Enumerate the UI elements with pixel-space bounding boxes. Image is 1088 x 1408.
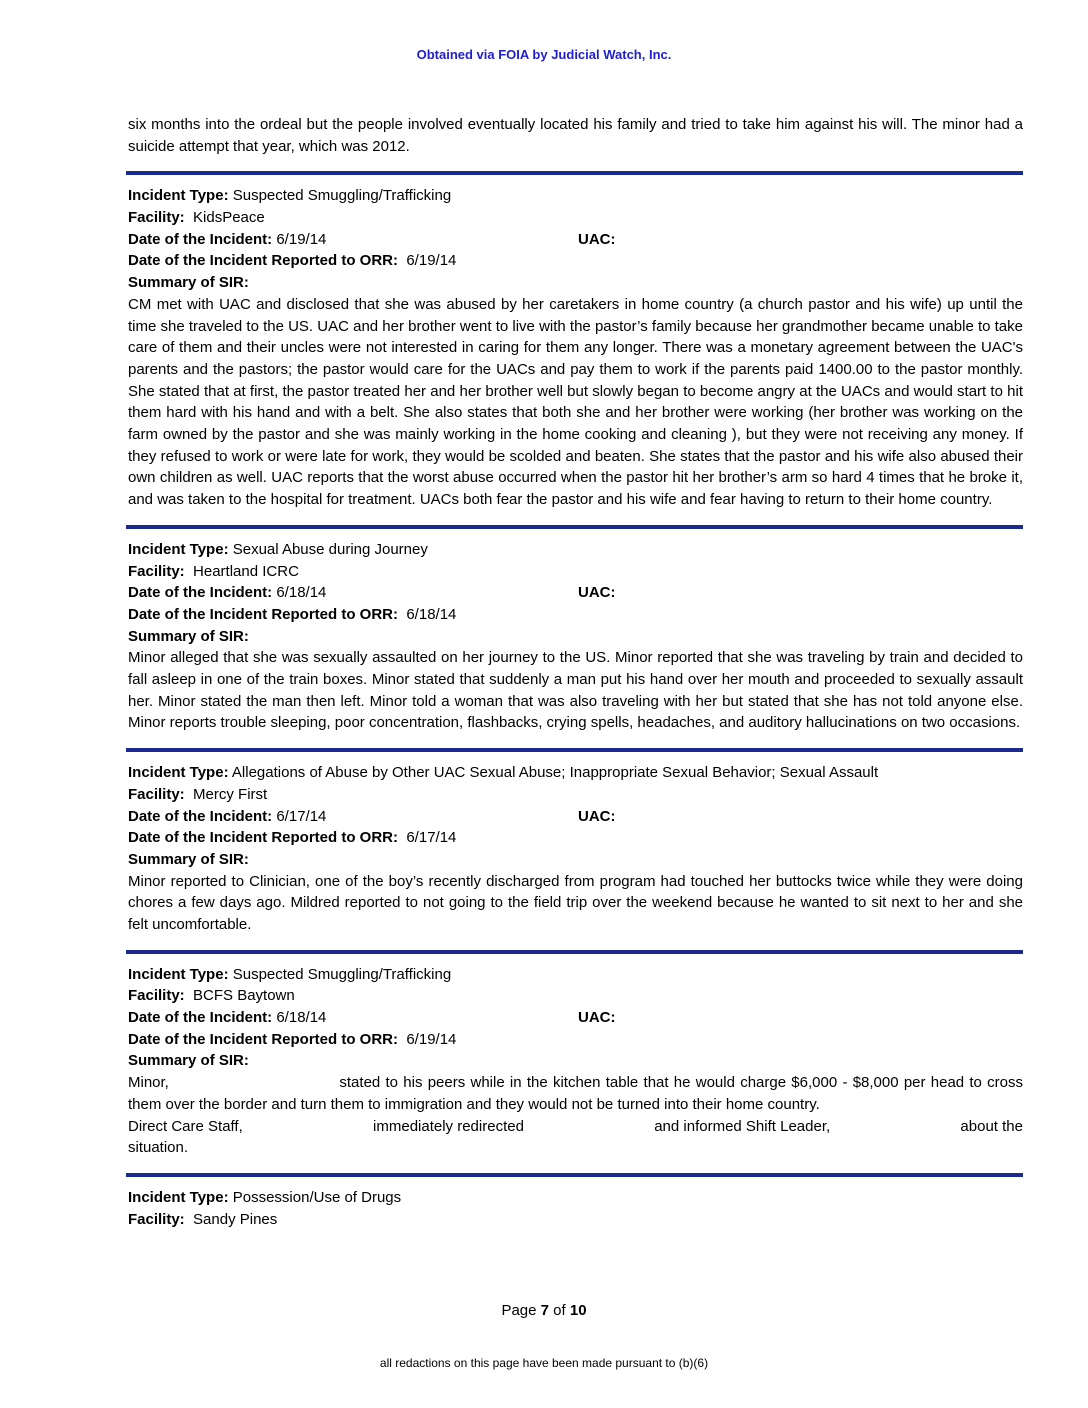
date-row [128, 806, 1023, 828]
date-row [128, 229, 1023, 251]
reported-value: 6/19/14 [406, 1030, 457, 1048]
section-divider [126, 950, 1023, 954]
facility-value: Mercy First [193, 785, 268, 803]
facility-value: BCFS Baytown [193, 987, 295, 1005]
incident-type-label: Incident Type: [128, 965, 229, 983]
uac-label: UAC: [578, 1009, 616, 1027]
incident-block [128, 539, 1023, 734]
reported-row [128, 604, 1023, 626]
incident-type-value: Sexual Abuse during Journey [232, 540, 428, 558]
section-divider [126, 525, 1023, 529]
date-value: 6/17/14 [276, 807, 327, 825]
facility-label: Facility: [128, 209, 185, 227]
reported-row [128, 250, 1023, 272]
incident-block [128, 964, 1023, 1159]
summary-label: Summary of SIR: [128, 274, 249, 292]
incident-type-row [128, 539, 1023, 561]
incident-type-label: Incident Type: [128, 540, 229, 558]
page-prefix: Page [501, 1302, 537, 1319]
facility-value: Heartland ICRC [193, 562, 299, 580]
section-divider [126, 1173, 1023, 1177]
incident-type-value: Allegations of Abuse by Other UAC Sexual Abuse; Inappropriate Sexual Behavior; Sexual Assault [231, 764, 879, 782]
incident-block [128, 762, 1023, 936]
page-current: 7 [540, 1302, 549, 1319]
redaction-note: all redactions on this page have been made pursuant to (b)(6) [379, 1356, 709, 1370]
facility-row [128, 561, 1023, 583]
incident-type-value: Suspected Smuggling/Trafficking [232, 187, 452, 205]
reported-label: Date of the Incident Reported to ORR: [128, 605, 398, 623]
uac-label: UAC: [578, 807, 616, 825]
reported-label: Date of the Incident Reported to ORR: [128, 1030, 398, 1048]
date-value: 6/19/14 [276, 230, 327, 248]
facility-row [128, 207, 1023, 229]
date-value: 6/18/14 [276, 584, 327, 602]
summary-fragment: immediately redirected [373, 1117, 524, 1135]
summary-fragment: Minor, [128, 1074, 169, 1092]
uac-label: UAC: [578, 584, 616, 602]
facility-value: KidsPeace [193, 209, 265, 227]
incident-block [128, 185, 1023, 510]
summary-label: Summary of SIR: [128, 627, 249, 645]
facility-row [128, 1209, 1023, 1231]
date-label: Date of the Incident: [128, 807, 273, 825]
facility-label: Facility: [128, 987, 185, 1005]
reported-row [128, 1029, 1023, 1051]
reported-value: 6/17/14 [406, 829, 457, 847]
summary-fragment: stated to his peers while in the kitchen table that he would charge $6,000 - $8,000 per head to cross them over the border and turn them to immigration and they would not be turned into their home country. [128, 1074, 1023, 1113]
facility-label: Facility: [128, 785, 185, 803]
page-number [0, 1302, 1088, 1319]
incident-type-value: Possession/Use of Drugs [232, 1188, 402, 1206]
intro-paragraph: six months into the ordeal but the people involved eventually located his family and tried to take him against his will. The minor had a suicide attempt that year, which was 2012. [128, 116, 1023, 155]
page-of: of [553, 1302, 566, 1319]
summary-text: Minor alleged that she was sexually assaulted on her journey to the US. Minor reported that she was traveling by train and decided to fall asleep in one of the train boxes. Minor stated that suddenly a man put his hand over her mouth and proceeded to sexually assault her. Minor stated the man then left. Minor told a woman that was also traveling with her but stated that she has not told anyone else. Minor reports trouble sleeping, poor concentration, flashbacks, crying spells, headaches, and auditory hallucinations on two occasions. [128, 649, 1023, 732]
date-label: Date of the Incident: [128, 1009, 273, 1027]
section-divider [126, 171, 1023, 175]
date-label: Date of the Incident: [128, 230, 273, 248]
facility-value: Sandy Pines [193, 1210, 278, 1228]
facility-row [128, 985, 1023, 1007]
incident-type-row [128, 1187, 1023, 1209]
summary-fragment: about the [960, 1117, 1023, 1135]
summary-text: CM met with UAC and disclosed that she was abused by her caretakers in home country (a church pastor and his wife) up until the time she traveled to the US. UAC and her brother went to live with the pastor’s family because her grandmother became unable to take care of them and their uncles were not interested in caring for them any longer. There was a monetary agreement between the UAC's parents and the pastors; the pastor would care for the UACs and pay them to work if the parents paid 1400.00 to the pastor monthly. She stated that at first, the pastor treated her and her brother well but slowly began to become angry at the UACs and would start to hit them hard with his hand and with a belt. She also states that both she and her brother were working (her brother was working on the farm owned by the pastor and she was mainly working in the home cooking and cleaning ), but they were not receiving any money. If they refused to work or were late for work, they would be scolded and beaten. She states that the pastor and his wife also abused their own children as well. UAC reports that the worst abuse occurred when the pastor hit her brother’s arm so hard 4 times that he broke it, and was taken to the hospital for treatment. UACs both fear the pastor and his wife and fear having to return to their home country. [128, 295, 1023, 509]
date-label: Date of the Incident: [128, 584, 273, 602]
incident-type-label: Incident Type: [128, 764, 229, 782]
incident-type-row [128, 964, 1023, 986]
summary-fragment: Direct Care Staff, [128, 1117, 243, 1135]
summary-fragment: situation. [128, 1139, 189, 1157]
summary-text: Minor reported to Clinician, one of the boy’s recently discharged from program had touched her buttocks twice while they were doing chores a few days ago. Mildred reported to not going to the field trip over the weekend because he wanted to sit next to her and she felt uncomfortable. [128, 872, 1023, 933]
facility-label: Facility: [128, 1210, 185, 1228]
facility-label: Facility: [128, 562, 185, 580]
foia-watermark: Obtained via FOIA by Judicial Watch, Inc. [416, 47, 672, 62]
reported-value: 6/18/14 [406, 605, 457, 623]
reported-value: 6/19/14 [406, 252, 457, 270]
section-divider [126, 748, 1023, 752]
date-row [128, 1007, 1023, 1029]
summary-text [128, 1072, 1023, 1115]
incident-type-row [128, 185, 1023, 207]
incident-block [128, 1187, 1023, 1230]
summary-line-redacted [128, 1116, 1023, 1138]
reported-label: Date of the Incident Reported to ORR: [128, 252, 398, 270]
facility-row [128, 784, 1023, 806]
incident-type-label: Incident Type: [128, 187, 229, 205]
summary-label: Summary of SIR: [128, 1052, 249, 1070]
incident-type-value: Suspected Smuggling/Trafficking [232, 965, 452, 983]
page-total: 10 [569, 1302, 587, 1319]
incident-type-row [128, 762, 1023, 784]
reported-label: Date of the Incident Reported to ORR: [128, 829, 398, 847]
document-body [128, 114, 1023, 1230]
summary-fragment: and informed Shift Leader, [654, 1117, 831, 1135]
incident-type-label: Incident Type: [128, 1188, 229, 1206]
date-value: 6/18/14 [276, 1009, 327, 1027]
summary-label: Summary of SIR: [128, 850, 249, 868]
date-row [128, 582, 1023, 604]
uac-label: UAC: [578, 230, 616, 248]
reported-row [128, 827, 1023, 849]
